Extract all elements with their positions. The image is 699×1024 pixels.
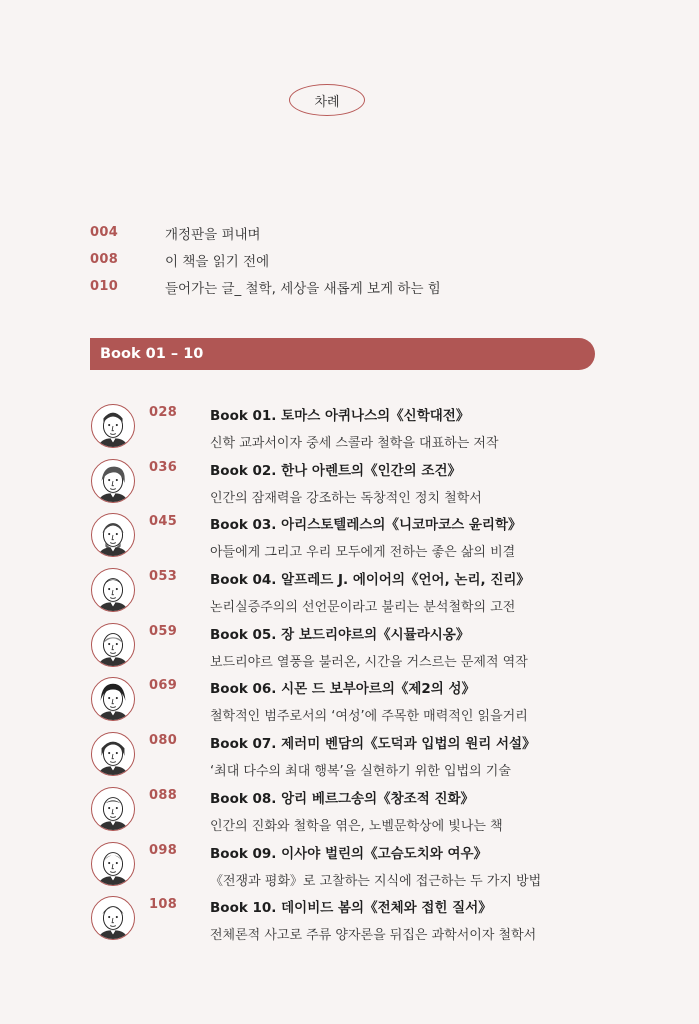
- preface-title: 개정판을 펴내며: [165, 226, 261, 243]
- simone-de-beauvoir-portrait-icon: [91, 677, 135, 721]
- book-page-number: 108: [149, 897, 178, 913]
- preface-title: 이 책을 읽기 전에: [165, 253, 270, 270]
- aristotle-portrait-icon: [91, 513, 135, 557]
- book-entry[interactable]: [90, 839, 650, 894]
- preface-page-number: 004: [90, 225, 119, 240]
- book-subtitle: 보드리야르 열풍을 불러온, 시간을 거스르는 문제적 역작: [210, 654, 528, 670]
- book-entry[interactable]: [90, 893, 650, 948]
- book-page-number: 045: [149, 514, 178, 530]
- book-title: Book 02. 한나 아렌트의《인간의 조건》: [210, 462, 461, 479]
- isaiah-berlin-portrait-icon: [91, 842, 135, 886]
- book-page-number: 080: [149, 733, 178, 749]
- henri-bergson-portrait-icon: [91, 787, 135, 831]
- thomas-aquinas-portrait-icon: [91, 404, 135, 448]
- david-bohm-portrait-icon: [91, 896, 135, 940]
- book-entry[interactable]: [90, 674, 650, 729]
- book-title: Book 01. 토마스 아퀴나스의《신학대전》: [210, 408, 470, 424]
- book-subtitle: 인간의 잠재력을 강조하는 독창적인 정치 철학서: [210, 490, 482, 506]
- jean-baudrillard-portrait-icon: [91, 623, 135, 667]
- preface-item[interactable]: [90, 273, 441, 300]
- book-page-number: 059: [149, 623, 178, 639]
- book-entry[interactable]: [90, 784, 650, 839]
- book-subtitle: 인간의 진화와 철학을 엮은, 노벨문학상에 빛나는 책: [210, 818, 503, 834]
- book-page-number: 098: [149, 842, 178, 858]
- book-page-number: 088: [149, 787, 178, 803]
- book-subtitle: ‘최대 다수의 최대 행복’을 실현하기 위한 입법의 기술: [210, 764, 511, 780]
- book-page-number: 028: [149, 405, 178, 420]
- book-title: Book 07. 제러미 벤담의《도덕과 입법의 원리 서설》: [210, 736, 536, 753]
- page-title: 차례: [289, 84, 365, 116]
- preface-item[interactable]: [90, 246, 441, 273]
- book-entry[interactable]: [90, 510, 650, 565]
- book-subtitle: 논리실증주의의 선언문이라고 불리는 분석철학의 고전: [210, 600, 516, 616]
- preface-title: 들어가는 글_ 철학, 세상을 새롭게 보게 하는 힘: [165, 280, 441, 297]
- book-page-number: 053: [149, 569, 178, 585]
- book-subtitle: 신학 교과서이자 중세 스콜라 철학을 대표하는 저작: [210, 436, 499, 451]
- section-label: Book 01 – 10: [100, 346, 204, 362]
- book-subtitle: 《전쟁과 평화》로 고찰하는 지식에 접근하는 두 가지 방법: [210, 873, 542, 889]
- preface-list: [90, 219, 441, 300]
- book-entry[interactable]: [90, 729, 650, 784]
- preface-item[interactable]: [90, 219, 441, 246]
- book-title: Book 06. 시몬 드 보부아르의《제2의 성》: [210, 681, 476, 698]
- jeremy-bentham-portrait-icon: [91, 732, 135, 776]
- book-title: Book 04. 알프레드 J. 에이어의《언어, 논리, 진리》: [210, 572, 530, 589]
- book-title: Book 03. 아리스토텔레스의《니코마코스 윤리학》: [210, 517, 522, 534]
- book-subtitle: 아들에게 그리고 우리 모두에게 전하는 좋은 삶의 비결: [210, 545, 516, 561]
- book-title: Book 08. 앙리 베르그송의《창조적 진화》: [210, 790, 475, 807]
- book-entry[interactable]: [90, 401, 650, 456]
- section-header: [90, 338, 595, 370]
- book-title: Book 09. 이사야 벌린의《고슴도치와 여우》: [210, 845, 488, 862]
- hannah-arendt-portrait-icon: [91, 459, 135, 503]
- book-page-number: 069: [149, 678, 178, 694]
- book-page-number: 036: [149, 459, 178, 475]
- book-title: Book 05. 장 보드리야르의《시뮬라시옹》: [210, 626, 470, 643]
- preface-page-number: 008: [90, 252, 119, 267]
- book-entry[interactable]: [90, 620, 650, 675]
- book-entry[interactable]: [90, 565, 650, 620]
- book-subtitle: 전체론적 사고로 주류 양자론을 뒤집은 과학서이자 철학서: [210, 928, 537, 944]
- book-list: [90, 401, 650, 948]
- book-entry[interactable]: [90, 456, 650, 511]
- alfred-ayer-portrait-icon: [91, 568, 135, 612]
- book-subtitle: 철학적인 범주로서의 ‘여성’에 주목한 매력적인 읽을거리: [210, 709, 528, 725]
- preface-page-number: 010: [90, 279, 119, 294]
- book-title: Book 10. 데이비드 봄의《전체와 접힌 질서》: [210, 900, 492, 917]
